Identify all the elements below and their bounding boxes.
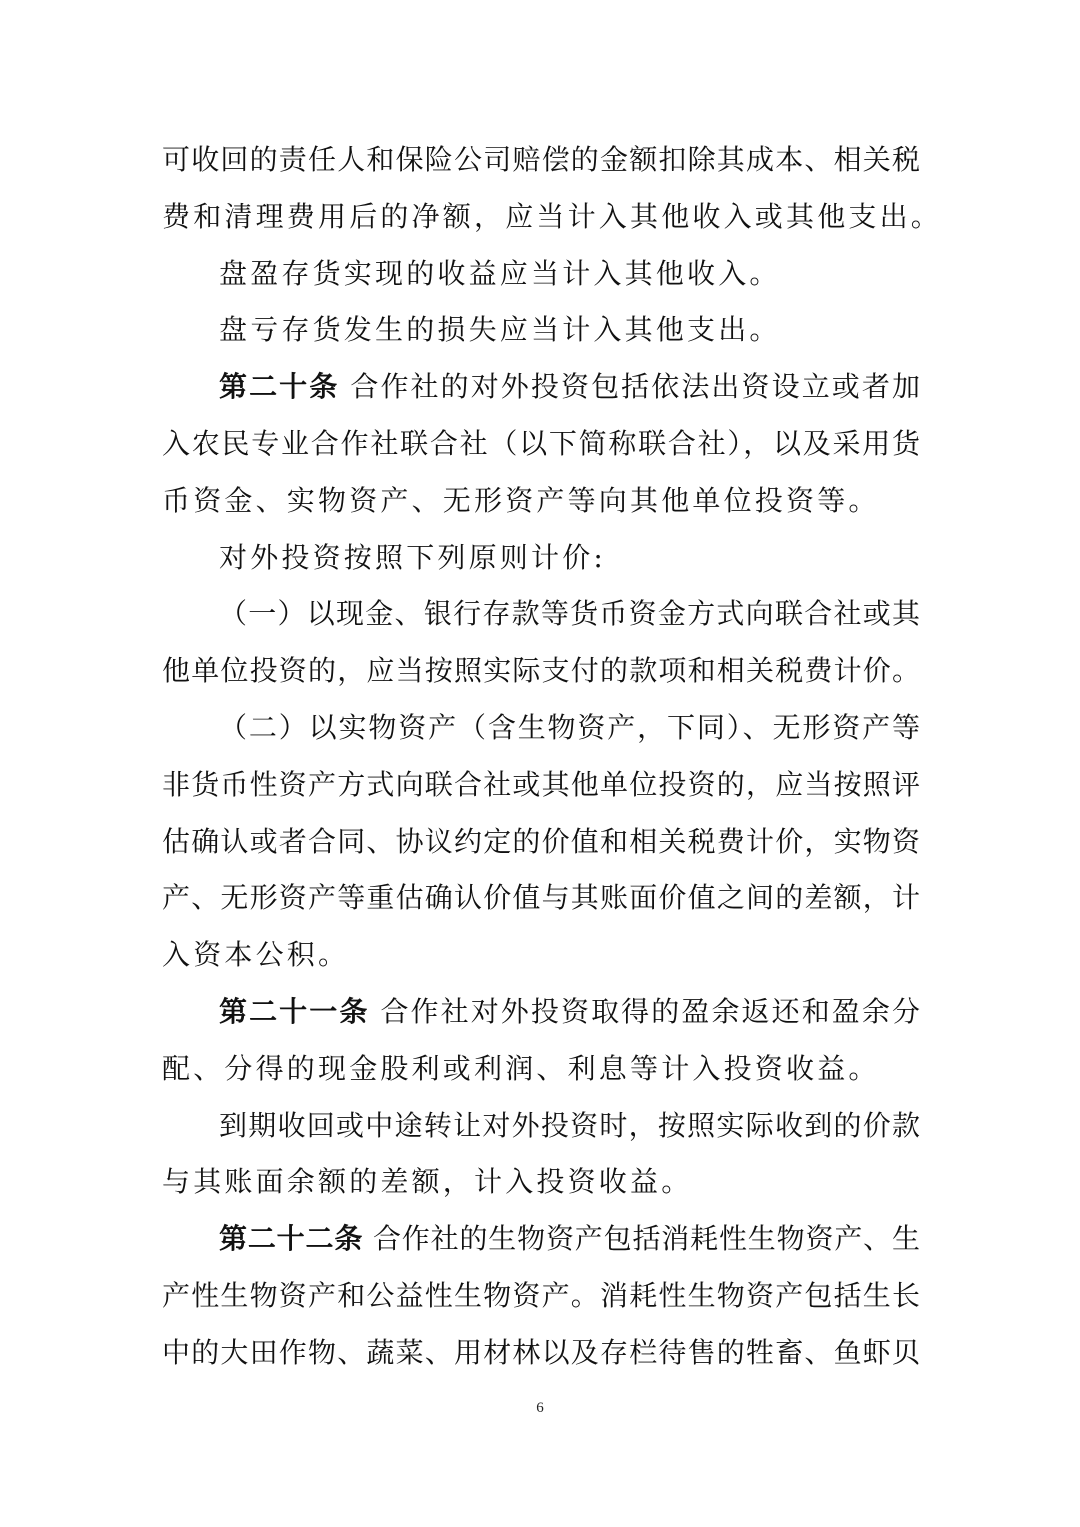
text-line: 可收回的责任人和保险公司赔偿的金额扣除其成本、相关税 (162, 143, 920, 176)
text-line: 到期收回或中途转让对外投资时，按照实际收到的价款 (219, 1108, 920, 1142)
text-line: 盘盈存货实现的收益应当计入其他收入。 (219, 256, 781, 290)
body-text (162, 132, 943, 1382)
text-line: 对外投资按照下列原则计价: (219, 540, 607, 574)
article-text: 合作社的对外投资包括依法出资设立或者加 (350, 370, 920, 404)
text-line: 配、分得的现金股利或利润、利息等计入投资收益。 (162, 1051, 880, 1085)
article-text: 合作社对外投资取得的盈余返还和盈余分 (380, 994, 920, 1028)
article-heading: 第二十二条 (219, 1222, 364, 1256)
text-line: 币资金、实物资产、无形资产等向其他单位投资等。 (162, 483, 880, 517)
article-text: 合作社的生物资产包括消耗性生物资产、生 (372, 1222, 920, 1256)
article-heading: 第二十一条 (219, 994, 370, 1028)
text-line: 费和清理费用后的净额，应当计入其他收入或其他支出。 (162, 199, 943, 233)
text-line: 非货币性资产方式向联合社或其他单位投资的，应当按照评 (162, 767, 920, 801)
text-line: 产、无形资产等重估确认价值与其账面价值之间的差额，计 (162, 881, 920, 915)
text-line: 中的大田作物、蔬菜、用材林以及存栏待售的牲畜、鱼虾贝 (162, 1335, 920, 1369)
text-line: 盘亏存货发生的损失应当计入其他支出。 (219, 313, 781, 347)
page-number: 6 (536, 1400, 544, 1416)
text-line: 估确认或者合同、协议约定的价值和相关税费计价，实物资 (162, 824, 920, 858)
text-line: 产性生物资产和公益性生物资产。消耗性生物资产包括生长 (162, 1278, 920, 1312)
article-heading: 第二十条 (219, 370, 340, 404)
text-line: 入资本公积。 (162, 938, 350, 972)
text-line: （二）以实物资产（含生物资产，下同）、无形资产等 (219, 710, 920, 744)
text-line: 入农民专业合作社联合社（以下简称联合社），以及采用货 (162, 426, 920, 460)
text-line: （一）以现金、银行存款等货币资金方式向联合社或其 (219, 597, 920, 631)
article-line (162, 1211, 920, 1268)
article-line (162, 359, 920, 416)
article-line (162, 984, 920, 1041)
text-line: 他单位投资的，应当按照实际支付的款项和相关税费计价。 (162, 654, 920, 688)
text-line: 与其账面余额的差额，计入投资收益。 (162, 1165, 693, 1199)
